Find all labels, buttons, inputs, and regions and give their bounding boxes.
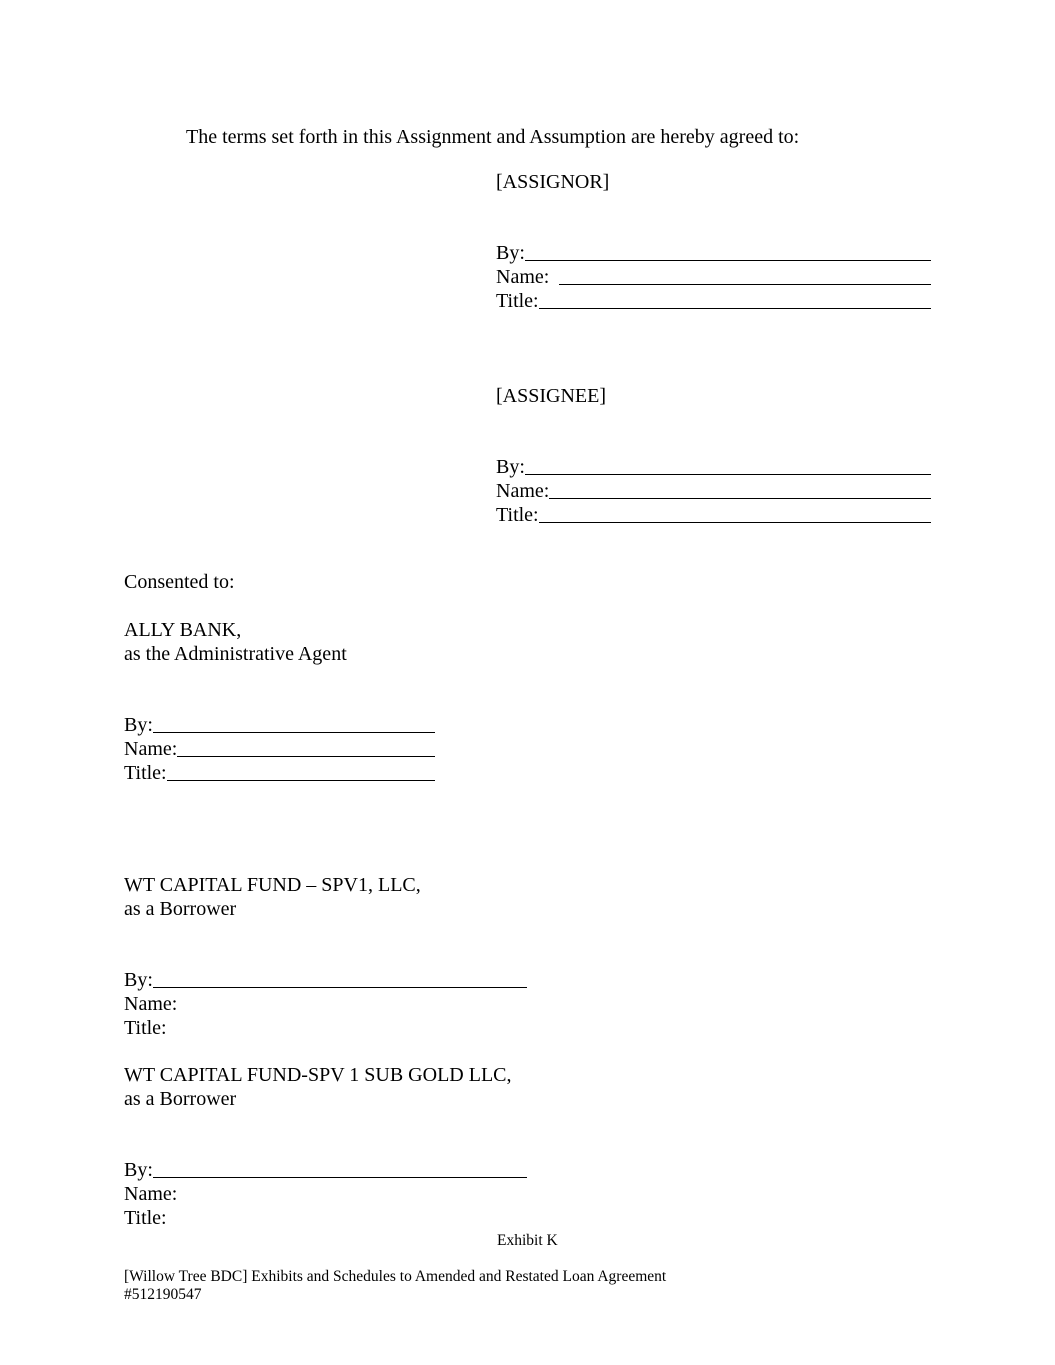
borrower2-role: as a Borrower [124,1088,237,1110]
assignor-heading: [ASSIGNOR] [496,171,610,193]
assignee-by-label: By: [496,456,525,478]
agent-name: ALLY BANK, [124,619,242,641]
exhibit-label: Exhibit K [497,1232,558,1249]
assignee-name-label: Name: [496,480,550,502]
assignee-by-line[interactable] [496,455,931,479]
assignor-name-label: Name: [496,266,555,288]
agent-title-line[interactable] [124,761,435,785]
borrower1-role: as a Borrower [124,898,237,920]
assignee-heading: [ASSIGNEE] [496,385,606,407]
borrower1-name-label: Name: [124,993,178,1015]
assignor-title-label: Title: [496,290,539,312]
borrower1-by-blank[interactable] [153,986,527,988]
borrower1-name: WT CAPITAL FUND – SPV1, LLC, [124,874,421,896]
borrower1-by-line[interactable] [124,968,527,992]
assignee-by-blank[interactable] [525,473,931,475]
intro-text: The terms set forth in this Assignment and Assumption are hereby agreed to: [186,126,800,148]
assignor-title-blank[interactable] [539,307,931,309]
borrower2-by-line[interactable] [124,1158,527,1182]
borrower1-by-label: By: [124,969,153,991]
assignor-by-blank[interactable] [525,259,931,261]
agent-by-blank[interactable] [153,731,435,733]
agent-name-blank[interactable] [177,755,435,757]
borrower1-title-label: Title: [124,1017,167,1039]
borrower2-by-label: By: [124,1159,153,1181]
borrower2-title-label: Title: [124,1207,167,1229]
assignee-name-line[interactable] [496,479,931,503]
borrower2-name: WT CAPITAL FUND-SPV 1 SUB GOLD LLC, [124,1064,512,1086]
agent-name-label: Name: [124,738,178,760]
assignor-name-blank[interactable] [559,283,931,285]
document-number: #512190547 [124,1286,202,1303]
borrower2-by-blank[interactable] [153,1176,527,1178]
assignor-by-line[interactable] [496,241,931,265]
assignor-title-line[interactable] [496,289,931,313]
agent-by-line[interactable] [124,713,435,737]
agent-role: as the Administrative Agent [124,643,347,665]
assignor-by-label: By: [496,242,525,264]
assignor-name-line[interactable] [496,265,931,289]
document-title: [Willow Tree BDC] Exhibits and Schedules to Amended and Restated Loan Agreement [124,1268,667,1285]
agent-by-label: By: [124,714,153,736]
assignee-name-blank[interactable] [549,497,931,499]
borrower2-name-label: Name: [124,1183,178,1205]
assignee-title-blank[interactable] [539,521,931,523]
assignee-title-line[interactable] [496,503,931,527]
agent-name-line[interactable] [124,737,435,761]
assignee-title-label: Title: [496,504,539,526]
agent-title-label: Title: [124,762,167,784]
consent-label: Consented to: [124,571,235,593]
agent-title-blank[interactable] [167,779,435,781]
